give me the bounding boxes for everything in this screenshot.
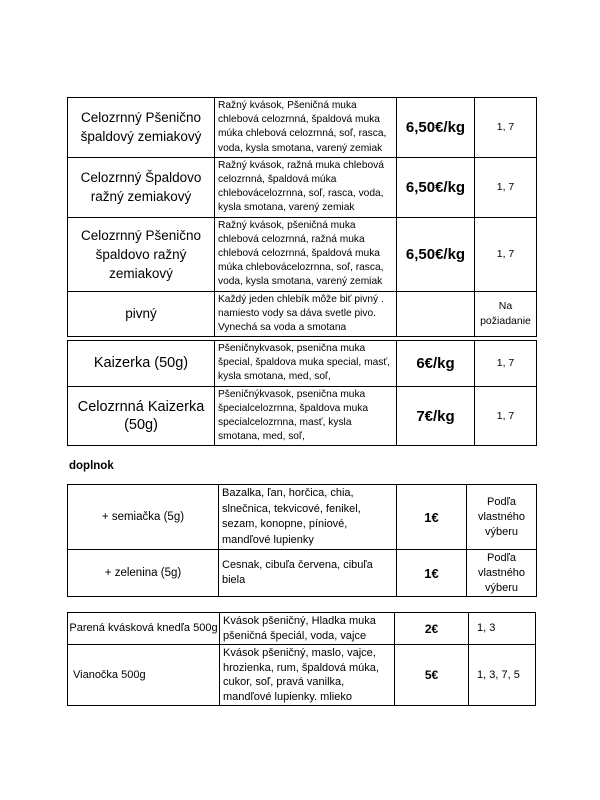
product-name: Celozrnný Špaldovo ražný zemiakový [68,157,215,217]
product-name: Celozrnný Pšenično špaldovo ražný zemiakový [68,217,215,291]
table-row [68,291,537,337]
product-name: Kaizerka (50g) [68,341,215,387]
price-cell: 7€/kg [397,386,475,446]
bread-price-table [67,97,537,337]
table-row [68,98,537,158]
price-cell: 5€ [395,645,469,706]
ingredients-cell: Ražný kvások, ražná muka chlebová celozrnná, špaldová múka chlebovácelozrnna, soľ, rasca, voda, kysla smotana, varený zemiak [215,157,397,217]
table-row [68,550,537,597]
table-row [68,341,537,387]
ingredients-cell: Bazalka, ľan, horčica, chia, slnečnica, tekvicové, fenikel, sezam, konopne, píniové, mandľové lupienky [219,485,397,550]
table-row [68,217,537,291]
price-cell [397,291,475,337]
price-cell: 6,50€/kg [397,98,475,158]
allergens-cell: 1, 7 [475,386,537,446]
addons-price-table [67,484,537,597]
product-name: Vianočka 500g [68,645,220,706]
price-cell: 6€/kg [397,341,475,387]
allergens-cell: 1, 3, 7, 5 [469,645,536,706]
ingredients-cell: Každý jeden chlebík môže biť pivný . namiesto vody sa dáva svetle pivo. Vynechá sa voda a smotana [215,291,397,337]
ingredients-cell: Ražný kvások, Pšeničná muka chlebová celozrnná, špaldová muka múka chlebová celozrnná, soľ, rasca, voda, kysla smotana, varený zemiak [215,98,397,158]
ingredients-cell: Pšeničnykvasok, psenična muka špecial, špaldova muka special, masť, kysla smotana, med, soľ, [215,341,397,387]
product-name: + zelenina (5g) [68,550,219,597]
allergens-cell: 1, 3 [469,613,536,645]
table-row [68,613,536,645]
allergens-cell: Podľa vlastného výberu [467,550,537,597]
ingredients-cell: Pšeničnýkvasok, psenična muka špecialcelozrnna, špaldova muka specialcelozrnna, masť, kysla smotana, med, soľ, [215,386,397,446]
product-name: pivný [68,291,215,337]
section-heading-doplnok: doplnok [69,460,114,472]
price-cell: 6,50€/kg [397,157,475,217]
roll-price-table [67,340,537,446]
allergens-cell: Podľa vlastného výberu [467,485,537,550]
product-name: Parená kvásková knedľa 500g [68,613,220,645]
ingredients-cell: Cesnak, cibuľa červena, cibuľa biela [219,550,397,597]
product-name: Celozrnná Kaizerka (50g) [68,386,215,446]
allergens-cell: 1, 7 [475,341,537,387]
table-row [68,157,537,217]
allergens-cell: 1, 7 [475,217,537,291]
table-row [68,485,537,550]
product-name: + semiačka (5g) [68,485,219,550]
ingredients-cell: Ražný kvások, pšeničná muka chlebová celozrnná, ražná muka chlebová celozrnná, špaldová muka múka chlebovácelozrnna, soľ, rasca, voda, kysla smotana, varený zemiak [215,217,397,291]
product-name: Celozrnný Pšenično špaldový zemiakový [68,98,215,158]
price-cell: 1€ [397,485,467,550]
allergens-cell: Na požiadanie [475,291,537,337]
table-row [68,386,537,446]
allergens-cell: 1, 7 [475,98,537,158]
allergens-cell: 1, 7 [475,157,537,217]
price-cell: 6,50€/kg [397,217,475,291]
ingredients-cell: Kvások pšeničný, maslo, vajce, hrozienka, rum, špaldová múka, cukor, soľ, pravá vanilka, mandľové lupienky. mlieko [220,645,395,706]
price-cell: 1€ [397,550,467,597]
table-row [68,645,536,706]
other-products-table [67,612,536,706]
ingredients-cell: Kvások pšeničný, Hladka muka pšeničná špeciál, voda, vajce [220,613,395,645]
price-cell: 2€ [395,613,469,645]
